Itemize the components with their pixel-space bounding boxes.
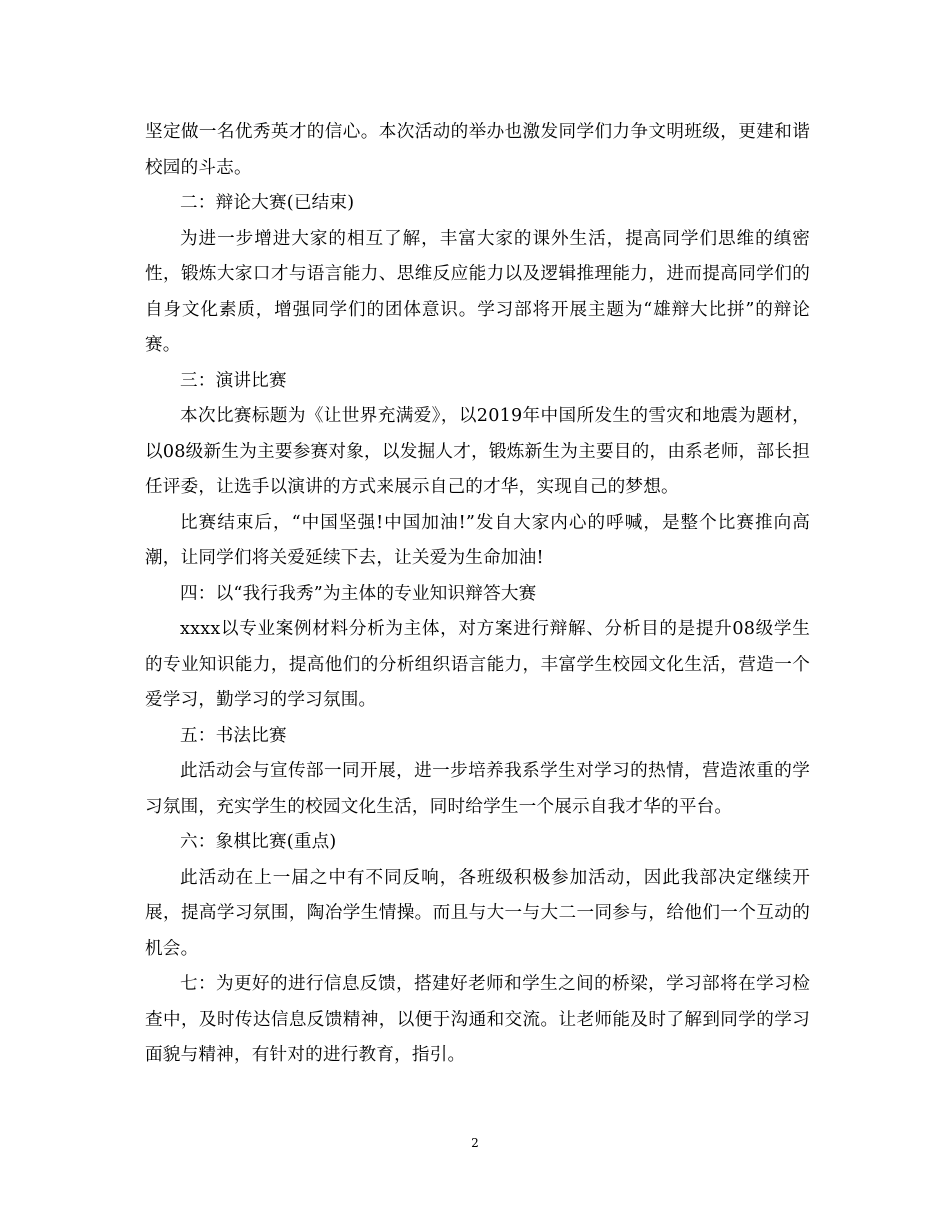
page-number: 2 — [471, 1136, 479, 1150]
heading-chess-contest: 六：象棋比赛(重点) — [180, 832, 337, 852]
paragraph-feedback: 七：为更好的进行信息反馈，搭建好老师和学生之间的桥梁，学习部将在学习检查中，及时传达信息反馈精神，以便于沟通和交流。让老师能及时了解到同学的学习面貌与精神，有针对的进行教育，指引。 — [145, 974, 810, 1065]
document-body — [145, 115, 810, 1074]
paragraph-knowledge-description: xxxx以专业案例材料分析为主体，对方案进行辩解、分析目的是提升08级学生的专业知识能力，提高他们的分析组织语言能力，丰富学生校园文化生活，营造一个爱学习，勤学习的学习氛围。 — [145, 619, 810, 710]
paragraph-calligraphy-description: 此活动会与宣传部一同开展，进一步培养我系学生对学习的热情，营造浓重的学习氛围，充实学生的校园文化生活，同时给学生一个展示自我才华的平台。 — [145, 761, 810, 817]
heading-speech-contest: 三：演讲比赛 — [180, 370, 287, 391]
paragraph-continuation: 坚定做一名优秀英才的信心。本次活动的举办也激发同学们力争文明班级，更建和谐校园的斗志。 — [145, 122, 810, 178]
paragraph-speech-description: 本次比赛标题为《让世界充满爱》，以2019年中国所发生的雪灾和地震为题材，以08级新生为主要参赛对象，以发掘人才，锻炼新生为主要目的，由系老师，部长担任评委，让选手以演讲的方式来展示自己的才华，实现自己的梦想。 — [145, 406, 810, 497]
paragraph-speech-result: 比赛结束后，“中国坚强!中国加油!”发自大家内心的呼喊，是整个比赛推向高潮，让同学们将关爱延续下去，让关爱为生命加油! — [145, 512, 810, 568]
heading-calligraphy-contest: 五：书法比赛 — [180, 725, 287, 746]
heading-debate-contest: 二：辩论大赛(已结束) — [180, 193, 355, 213]
paragraph-debate-description: 为进一步增进大家的相互了解，丰富大家的课外生活，提高同学们思维的缜密性，锻炼大家口才与语言能力、思维反应能力以及逻辑推理能力，进而提高同学们的自身文化素质，增强同学们的团体意识。学习部将开展主题为“雄辩大比拼”的辩论赛。 — [145, 228, 810, 355]
paragraph-chess-description: 此活动在上一届之中有不同反响，各班级积极参加活动，因此我部决定继续开展，提高学习氛围，陶冶学生情操。而且与大一与大二一同参与，给他们一个互动的机会。 — [145, 867, 810, 959]
heading-knowledge-contest: 四：以“我行我秀”为主体的专业知识辩答大赛 — [180, 583, 537, 604]
